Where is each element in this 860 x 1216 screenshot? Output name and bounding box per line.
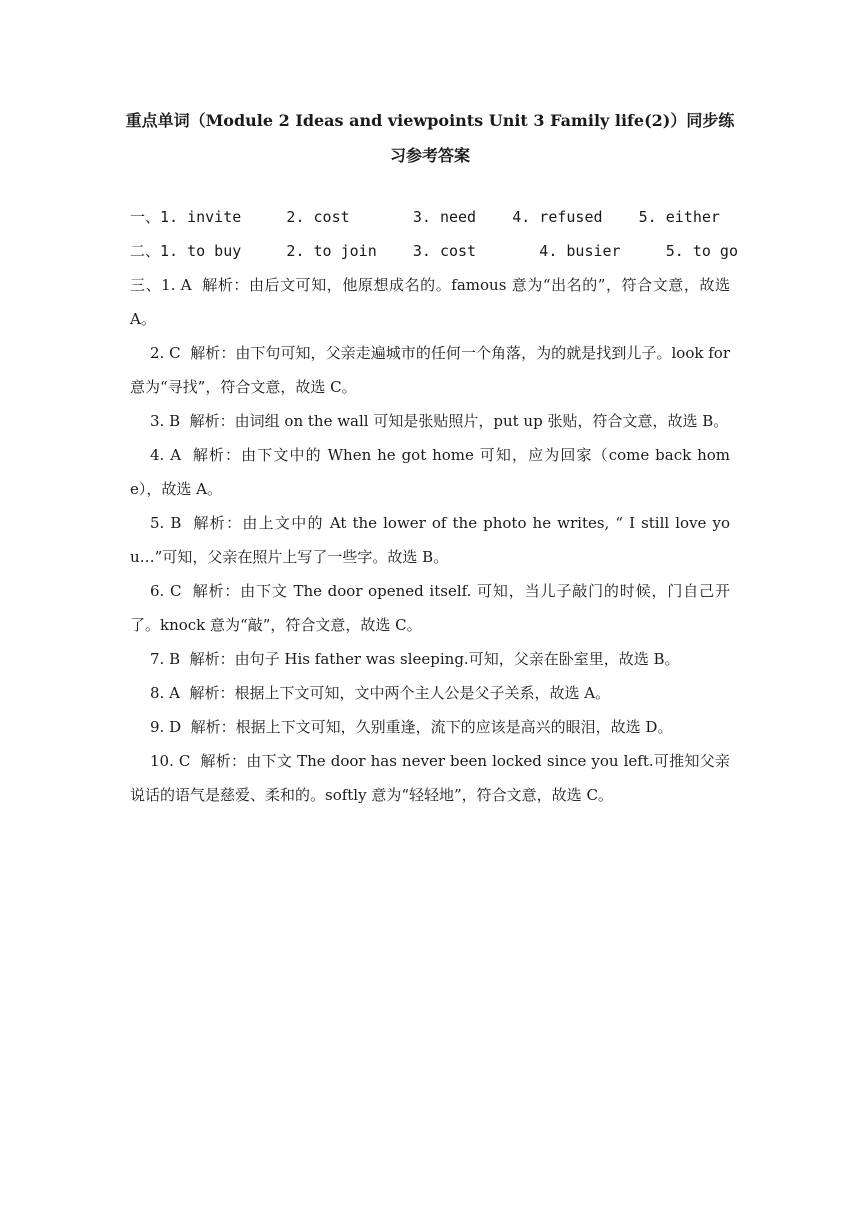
- answer-explanation: 解析：由下句可知，父亲走遍城市的任何一个角落，为的就是找到儿子。look for 意为“寻找”，符合文意，故选 C。: [130, 344, 730, 396]
- answer-explanation: 解析：由下文 The door has never been locked since you left.可推知父亲说话的语气是慈爱、柔和的。softly 意为“轻轻地”，符合文意，故选 C。: [130, 752, 730, 804]
- answer-item: [130, 676, 730, 710]
- answer-item: [130, 336, 730, 404]
- answer-number: 三、1. A: [130, 276, 192, 294]
- answer-item: [130, 642, 730, 676]
- document-title: [120, 103, 740, 173]
- answer-item: [130, 574, 730, 642]
- answer-item: [130, 268, 730, 336]
- title-line-1: 重点单词（Module 2 Ideas and viewpoints Unit 3 Family life(2)）同步练: [125, 111, 735, 130]
- answer-explanation: 解析：根据上下文可知，文中两个主人公是父子关系，故选 A。: [189, 684, 611, 702]
- answer-item: [130, 710, 730, 744]
- section-1-items: invite 2. cost 3. need 4. refused 5. either: [187, 208, 720, 226]
- answer-explanation: 解析：由下文 The door opened itself. 可知，当儿子敲门的时候，门自己开了。knock 意为“敲”，符合文意，故选 C。: [130, 582, 730, 634]
- answer-explanation: 解析：由后文可知，他原想成名的。famous 意为“出名的”，符合文意，故选 A。: [130, 276, 730, 328]
- answer-number: 2. C: [150, 344, 181, 362]
- answer-explanation: 解析：由上文中的 At the lower of the photo he writes, “ I still love you…”可知，父亲在照片上写了一些字。故选 B。: [130, 514, 730, 566]
- answer-number: 3. B: [150, 412, 181, 430]
- answer-explanation: 解析：根据上下文可知，久别重逢，流下的应该是高兴的眼泪，故选 D。: [190, 718, 673, 736]
- answer-number: 9. D: [150, 718, 182, 736]
- answer-number: 4. A: [150, 446, 182, 464]
- answer-item: [130, 506, 730, 574]
- section-2-label: 二、1.: [130, 242, 179, 260]
- answer-explanation: 解析：由词组 on the wall 可知是张贴照片，put up 张贴，符合文意，故选 B。: [189, 412, 729, 430]
- answer-explanation: 解析：由句子 His father was sleeping.可知，父亲在卧室里，故选 B。: [189, 650, 680, 668]
- section-1-label: 一、1.: [130, 208, 179, 226]
- answer-number: 5. B: [150, 514, 182, 532]
- answer-content: [130, 200, 738, 812]
- section-1-answers: [130, 200, 730, 234]
- answer-number: 7. B: [150, 650, 181, 668]
- section-2-answers: [130, 234, 738, 268]
- answer-explanation: 解析：由下文中的 When he got home 可知，应为回家（come back home），故选 A。: [130, 446, 730, 498]
- answer-number: 6. C: [150, 582, 182, 600]
- answer-number: 10. C: [150, 752, 191, 770]
- section-2-items: to buy 2. to join 3. cost 4. busier 5. to go: [187, 242, 738, 260]
- answer-number: 8. A: [150, 684, 180, 702]
- title-line-2: 习参考答案: [389, 146, 470, 165]
- answer-item: [130, 744, 730, 812]
- answer-item: [130, 438, 730, 506]
- answer-item: [130, 404, 730, 438]
